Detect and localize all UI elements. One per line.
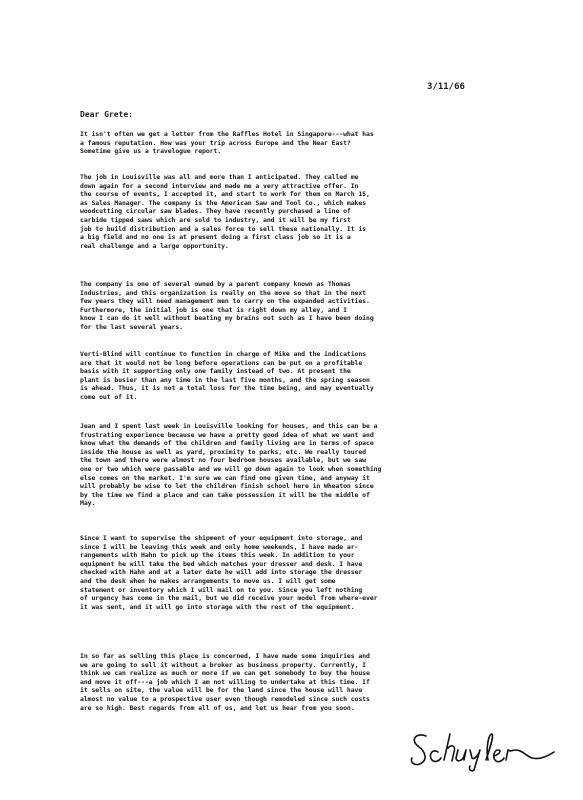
text-line: and the desk when he makes arrangements to move us. I will get some	[80, 576, 336, 585]
text-line: carbide tipped saws which are sold to industry, and it will be my first	[80, 215, 351, 224]
salutation: Dear Grete:	[80, 110, 133, 119]
text-line: by the time we find a place and can take possession it will be the middle of	[80, 490, 370, 499]
text-line: it sells on site, the value will be for the land since the house will have	[80, 686, 363, 695]
text-line: Jean and I spent last week in Louisville looking for houses, and this can be a	[80, 422, 378, 430]
text-line: since I will be leaving this week and only home weekends, I have made ar-	[80, 542, 359, 551]
text-line: Furthermore, the initial job is one that is right down my alley, and I	[80, 305, 347, 314]
text-line: come out of it.	[80, 392, 138, 401]
text-line: down again for a second interview and made me a very attractive offer. In	[80, 181, 359, 190]
paragraph-2	[80, 173, 550, 250]
text-line: know what the demands of the children and family living are in terms of space	[80, 439, 374, 448]
text-line: and move it off---a job which I am not willing to undertake at this time. If	[80, 677, 370, 686]
text-line: are that it would not be long before operations can be put on a profitable	[80, 358, 363, 367]
text-line: the course of events, I accepted it, and start to work for them on March 15,	[80, 190, 370, 199]
paragraph-4	[80, 350, 550, 402]
text-line: will probably be wise to let the children finish school here in Wheaton since	[80, 482, 374, 491]
text-line: plant is busier than any time in the last five months, and the spring season	[80, 375, 370, 384]
text-line: Since I want to supervise the shipment of your equipment into storage, and	[80, 534, 363, 542]
text-line: inside the house as well as yard, proximity to parks, etc. We really toured	[80, 447, 367, 456]
text-line: Verti-Blind will continue to function in charge of Mike and the indications	[80, 350, 367, 358]
text-line: It isn't often we get a letter from the Raffles Hotel in Singapore---what has	[80, 130, 374, 138]
text-line: In so far as selling this place is concerned, I have made some inquiries and	[80, 652, 370, 660]
text-line: few years they will need management men to carry on the expanded activities.	[80, 297, 370, 306]
text-line: for the last several years.	[80, 322, 183, 331]
text-line: as Sales Manager. The company is the American Saw and Tool Co., which makes	[80, 198, 367, 207]
text-line: think we can realize as much or more if we can get somebody to buy the house	[80, 669, 370, 678]
text-line: else comes on the market. I'm sure we can find one given time, and anyway it	[80, 473, 370, 482]
text-line: a big field and no one is at present doing a first class job so it is a	[80, 233, 351, 242]
text-line: a famous reputation. How was your trip across Europe and the Near East?	[80, 138, 351, 147]
text-line: of urgency has come in the mail, but we did receive your model from where-ever	[80, 594, 378, 603]
text-line: one or two which were passable and we will go down again to look when something	[80, 464, 382, 473]
text-line: basis with it supporting only one family instead of two. At present the	[80, 367, 351, 376]
text-line: rangements with Hahn to pick up the items this week. In addition to your	[80, 551, 355, 560]
letter-date: 3/11/66	[427, 82, 465, 92]
text-line: checked with Hahn and at a later date he will add into storage the dresser	[80, 568, 363, 577]
text-line: know I can do it well without beating my brains out such as I have been doing	[80, 314, 374, 323]
text-line: The job in Louisville was all and more than I anticipated. They called me	[80, 173, 359, 181]
text-line: woodcutting circular saw blades. They have recently purchased a line of	[80, 207, 351, 216]
text-line: are so high. Best regards from all of us, and let us hear from you soon.	[80, 703, 355, 712]
text-line: statement or inventory which I will mail on to you. Since you left nothing	[80, 585, 363, 594]
handwritten-signature	[408, 726, 558, 774]
paragraph-3	[80, 280, 550, 332]
paragraph-1	[80, 130, 550, 156]
paragraph-7	[80, 652, 550, 712]
paragraph-6	[80, 534, 550, 611]
text-line: we are going to sell it without a broker as business property. Currently, I	[80, 660, 367, 669]
text-line: almost no value to a prospective user even though remodeled since such costs	[80, 694, 370, 703]
text-line: is ahead. Thus, it is not a total loss for the time being, and may eventually	[80, 384, 374, 393]
text-line: May.	[80, 499, 96, 508]
text-line: equipment he will take the bed which matches your dresser and desk. I have	[80, 559, 363, 568]
text-line: real challenge and a large opportunity.	[80, 241, 229, 250]
text-line: The company is one of several owned by a parent company known as Thomas	[80, 280, 351, 288]
text-line: it was sent, and it will go into storage with the rest of the equipment.	[80, 602, 355, 611]
text-line: Sometime give us a travelogue report.	[80, 147, 222, 156]
text-line: frustrating experience because we have a pretty good idea of what we want and	[80, 430, 374, 439]
text-line: the town and there were almost no four bedroom houses available, but we saw	[80, 456, 367, 465]
text-line: Industries, and this organization is really on the move so that in the next	[80, 288, 367, 297]
text-line: job to build distribution and a sales force to sell these nationally. It is	[80, 224, 367, 233]
paragraph-5	[80, 422, 550, 508]
signature-drawing	[408, 726, 558, 774]
